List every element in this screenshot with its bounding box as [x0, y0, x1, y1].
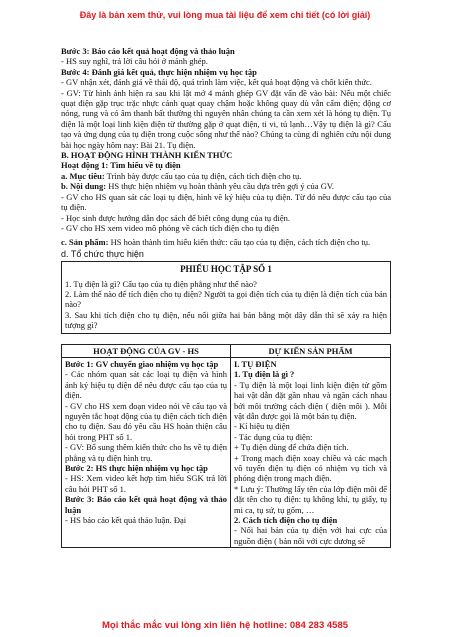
organization-heading: d. Tổ chức thực hiện	[61, 248, 144, 259]
document-body	[61, 46, 391, 548]
cell-paragraph: + Tụ điện dùng để chứa điện tích.	[234, 442, 349, 453]
teacher-student-activity-cell	[62, 357, 231, 547]
paragraph: - Học sinh được hướng dẫn đọc sách để biết công dụng của tụ điện.	[61, 212, 290, 223]
worksheet-item: 3. Sau khi tích điện cho tụ điện, nếu nối giữa hai bản bằng một dây dẫn thì sẽ xảy ra hiện tượng gì?	[65, 309, 387, 331]
paragraph: - GV cho HS xem video mô phỏng về cách tích điện cho tụ điện	[61, 222, 279, 233]
paragraph: - GV nhận xét, đánh giá về thái độ, quá trình làm việc, kết quả hoạt động và chốt kiến thức.	[61, 77, 372, 88]
paragraph: - GV cho HS quan sát các loại tụ điện, hình vẽ ký hiệu của tụ điện. Từ đó nêu được cấu tạo của tụ điện.	[61, 191, 391, 213]
cell-paragraph: - Các nhóm quan sát các loại tụ điện và hình ảnh ký hiệu tụ điện để nêu được cấu tạo của tụ điện.	[65, 369, 227, 401]
content-label: b. Nội dung:	[61, 181, 107, 192]
goal-line	[61, 171, 391, 181]
content-text: HS thực hiện nhiệm vụ hoàn thành yêu cầu dựa trên gợi ý của GV.	[106, 181, 335, 192]
product-text: HS hoàn thành tìm hiểu kiến thức: cấu tạo của tụ điện, cách tích điện cho tụ.	[108, 237, 371, 248]
cell-paragraph: I. TỤ ĐIỆN	[234, 358, 277, 369]
cell-paragraph: - Nối hai bản của tụ điện với hai cực của nguồn điện ( bản nối với cực dương sẽ	[234, 525, 387, 546]
table-header: HOẠT ĐỘNG CỦA GV - HS	[62, 344, 231, 357]
cell-paragraph: * Lưu ý: Thường lấy tên của lớp điện môi để đặt tên cho tụ điện: tụ không khí, tụ giấy, tụ mi ca, tụ sứ, tụ gốm, …	[234, 483, 387, 515]
goal-label: a. Mục tiêu:	[61, 170, 105, 181]
cell-paragraph: 1. Tụ điện là gì ?	[234, 369, 295, 380]
cell-paragraph: - HS: Xem video kết hợp tìm hiểu SGK trả lời câu hỏi PHT số 1.	[65, 473, 227, 494]
cell-paragraph: - HS báo cáo kết quả thảo luận. Đại	[65, 515, 187, 526]
cell-paragraph: - GV cho HS xem đoạn video nói về cấu tạo và nguyên tắc hoạt động của tụ điện cách tích điện cho tụ điện. Sau đó yêu cầu HS hoàn thiện câu hỏi trong PHT số 1.	[65, 400, 227, 442]
cell-paragraph: 2. Cách tích điện cho tụ điện	[234, 515, 338, 526]
cell-paragraph: - GV: Bổ sung thêm kiến thức cho hs về tụ điện phẳng và tụ điện hình trụ.	[65, 442, 227, 463]
goal-text: Trình bày được cấu tạo của tụ điện, cách tích điện cho tụ.	[104, 170, 302, 181]
paragraph: - HS suy nghĩ, trả lời câu hỏi ở mảnh ghép.	[61, 56, 208, 67]
table-header: DỰ KIẾN SẢN PHẨM	[231, 344, 391, 357]
section-heading: B. HOẠT ĐỘNG HÌNH THÀNH KIẾN THỨC	[61, 150, 233, 161]
cell-paragraph: Bước 1: GV chuyển giao nhiệm vụ học tập	[65, 358, 219, 369]
cell-paragraph: - Tụ điện là một loại linh kiện điện tử gồm hai vật dẫn đặt gần nhau và ngăn cách nhau bởi môi trường cách điện ( điện môi ). Mỗi vật dẫn được gọi là một bản tụ điện.	[234, 379, 387, 421]
worksheet-item: 1. Tụ điện là gì? Cấu tạo của tụ điện phẳng như thế nào?	[65, 278, 257, 289]
cell-paragraph: - Tác dụng của tụ điện:	[234, 431, 313, 442]
cell-paragraph: Bước 2: HS thực hiện nhiệm vụ học tập	[65, 463, 208, 474]
cell-paragraph: Bước 3: Báo cáo kết quả hoạt động và thảo luận	[65, 494, 227, 515]
worksheet-box	[61, 261, 391, 333]
cell-paragraph: + Trong mạch điện xoay chiều và các mạch vô tuyến điện tụ điện có nhiệm vụ tích và phóng điện trong mạch điện.	[234, 452, 387, 484]
paragraph: Bước 3: Báo cáo kết quả hoạt động và thảo luận	[61, 46, 235, 56]
product-label: c. Sản phẩm:	[61, 237, 109, 248]
worksheet-item: 2. Làm thế nào để tích điện cho tụ điện? Người ta gọi điện tích của tụ điện là điện tích của bản nào?	[65, 288, 387, 310]
activity-table	[61, 344, 391, 549]
cell-paragraph: - Kí hiệu tụ điện	[234, 421, 290, 432]
hotline-footer: Mọi thắc mắc vui lòng xin liên hệ hotline: 084 283 4585	[101, 620, 349, 631]
activity-heading: Hoạt động 1: Tìm hiểu về tụ điện	[61, 160, 181, 171]
worksheet-title: PHIẾU HỌC TẬP SỐ 1	[180, 264, 272, 275]
content-line	[61, 181, 391, 191]
expected-product-cell	[231, 357, 391, 547]
paragraph: - GV: Từ hình ảnh hiện ra sau khi lật mở 4 mảnh ghép GV đặt vấn đề vào bài: Nếu một chiếc quạt điện gặp trục trặc nhực cánh quạt quay chậm hoặc không quay dù vẫn cấm điện; động cơ nóng, rung và có âm thanh bất thường thì nguyên nhân chúng ta cần xem xét là hỏng tụ điện. Tụ điện là một loại linh kiện điện từ thường gặp ở quạt điện, ti vi, tủ lạnh…Vậy tụ điện là gì? Cấu tạo và ứng dụng của tụ điện trong cuộc sống như thế nào? Chúng ta cùng đi nghiên cứu nội dung bài học ngày hôm nay: Bài 21. Tụ điện.	[61, 87, 391, 150]
product-line	[61, 237, 391, 247]
preview-banner: Đây là bản xem thử, vui lòng mua tài liệu để xem chi tiết (có lời giải)	[79, 10, 371, 20]
paragraph: Bước 4: Đánh giá kết quả, thực hiện nhiệm vụ học tập	[61, 66, 257, 77]
